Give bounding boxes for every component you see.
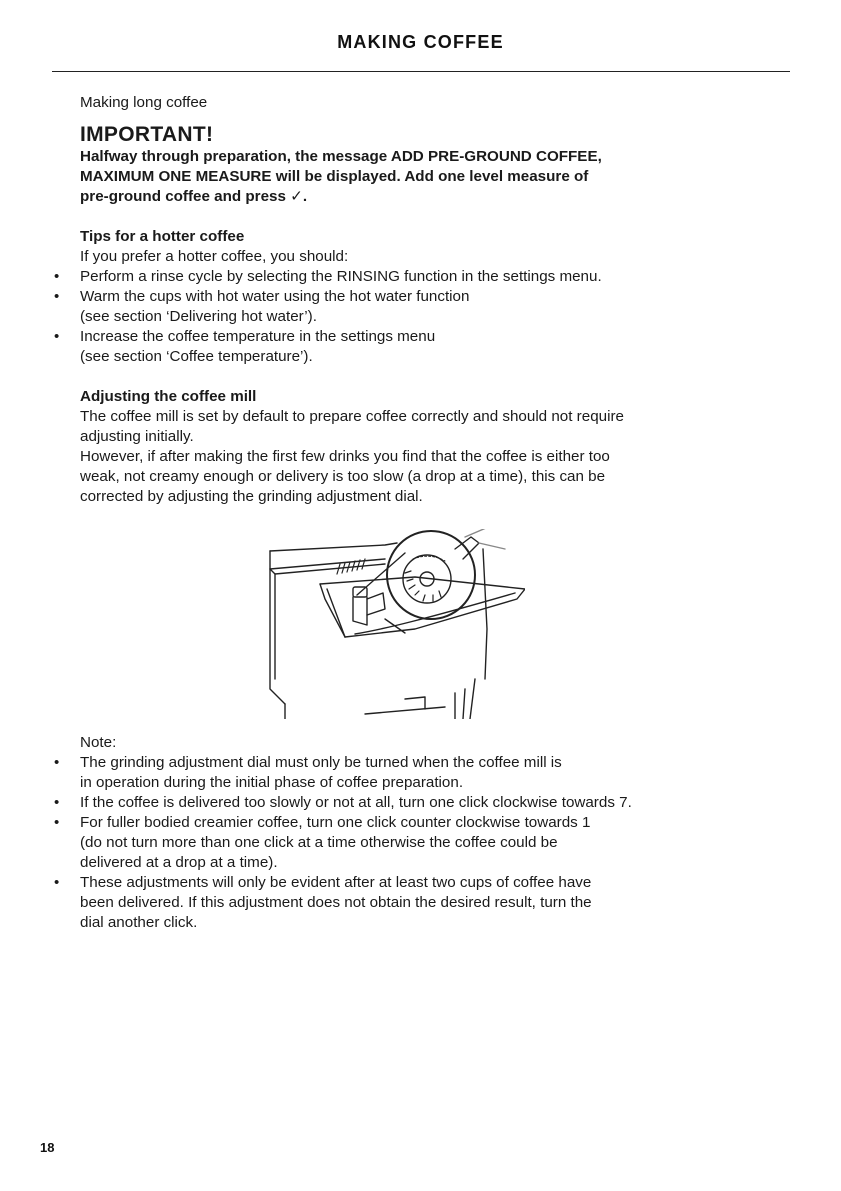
- paragraph-line: weak, not creamy enough or delivery is too slow (a drop at a time), this can be: [80, 468, 606, 485]
- list-item: [80, 813, 770, 873]
- list-item-line: • For fuller bodied creamier coffee, turn one click counter clockwise towards 1: [80, 814, 591, 831]
- important-heading: IMPORTANT!: [80, 123, 214, 146]
- page-content: [80, 93, 770, 933]
- page-number: 18: [40, 1140, 55, 1155]
- list-item-line: • Increase the coffee temperature in the settings menu: [80, 328, 436, 345]
- long-coffee-heading: Making long coffee: [80, 94, 208, 111]
- important-line: [80, 187, 770, 207]
- list-item-line: • These adjustments will only be evident after at least two cups of coffee have: [80, 874, 592, 891]
- note-list: [80, 753, 770, 933]
- list-item-line: dial another click.: [80, 914, 198, 931]
- mill-paragraph-1: [80, 407, 770, 447]
- list-item-line: been delivered. If this adjustment does not obtain the desired result, turn the: [80, 894, 592, 911]
- note-label: Note:: [80, 734, 117, 751]
- important-line-text: pre-ground coffee and press: [80, 188, 286, 205]
- mill-paragraph-2: [80, 447, 770, 507]
- paragraph-line: The coffee mill is set by default to prepare coffee correctly and should not require: [80, 408, 624, 425]
- list-item-line: • Warm the cups with hot water using the hot water function: [80, 288, 470, 305]
- checkmark-icon: ✓: [290, 188, 303, 205]
- tips-heading: Tips for a hotter coffee: [80, 228, 245, 245]
- paragraph-line: corrected by adjusting the grinding adjustment dial.: [80, 488, 423, 505]
- header-divider: [52, 71, 790, 72]
- list-item-line: • The grinding adjustment dial must only be turned when the coffee mill is: [80, 754, 562, 771]
- list-item: [80, 327, 770, 367]
- list-item: [80, 287, 770, 327]
- list-item: [80, 753, 770, 793]
- list-item: [80, 873, 770, 933]
- tips-intro: If you prefer a hotter coffee, you should:: [80, 248, 349, 265]
- list-item-line: (see section ‘Delivering hot water’).: [80, 308, 317, 325]
- list-item: [80, 267, 770, 287]
- list-item-line: (do not turn more than one click at a time otherwise the coffee could be: [80, 834, 558, 851]
- list-item-line: delivered at a drop at a time).: [80, 854, 278, 871]
- list-item: [80, 793, 770, 813]
- list-item-line: • If the coffee is delivered too slowly or not at all, turn one click clockwise towards 7.: [80, 794, 632, 811]
- important-notice: [80, 147, 770, 207]
- important-line: MAXIMUM ONE MEASURE will be displayed. Add one level measure of: [80, 168, 589, 185]
- paragraph-line: adjusting initially.: [80, 428, 194, 445]
- important-line: Halfway through preparation, the message ADD PRE-GROUND COFFEE,: [80, 148, 602, 165]
- mill-heading: Adjusting the coffee mill: [80, 388, 257, 405]
- tips-list: [80, 267, 770, 367]
- paragraph-line: However, if after making the first few drinks you find that the coffee is either too: [80, 448, 610, 465]
- list-item-line: (see section ‘Coffee temperature’).: [80, 348, 313, 365]
- grinding-dial-illustration: [265, 529, 525, 719]
- important-line-end: .: [302, 188, 308, 205]
- list-item-line: in operation during the initial phase of coffee preparation.: [80, 774, 464, 791]
- list-item-line: • Perform a rinse cycle by selecting the RINSING function in the settings menu.: [80, 268, 602, 285]
- page-header-title: MAKING COFFEE: [337, 32, 504, 52]
